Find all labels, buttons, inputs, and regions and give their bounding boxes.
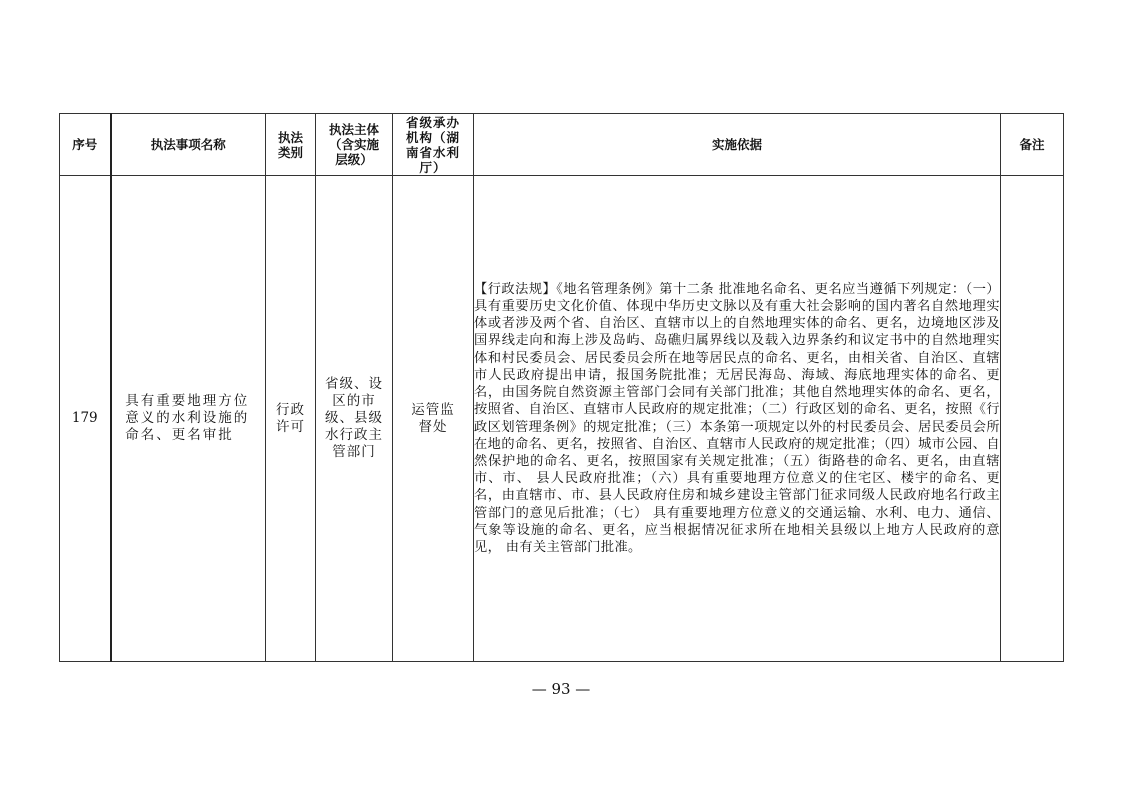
header-name: 执法事项名称 — [111, 114, 266, 176]
cell-name: 具有重要地理方位意义的水利设施的命名、更名审批 — [111, 176, 266, 662]
header-org: 省级承办机构（湖南省水利厅） — [393, 114, 474, 176]
header-remark: 备注 — [1001, 114, 1064, 176]
cell-seq: 179 — [60, 176, 111, 662]
cell-basis: 【行政法规】《地名管理条例》第十二条 批准地名命名、更名应当遵循下列规定：（一）具有重要历史文化价值、体现中华历史文脉以及有重大社会影响的国内著名自然地理实体或者涉及两个省、自治区、直辖市以上的自然地理实体的命名、更名，边境地区涉及国界线走向和海上涉及岛屿、岛礁归属界线以及载入边界条约和议定书中的自然地理实体和村民委员会、居民委员会所在地等居民点的命名、更名，由相关省、自治区、直辖市人民政府提出申请，报国务院批准；无居民海岛、海域、海底地理实体的命名、更名，由国务院自然资源主管部门会同有关部门批准；其他自然地理实体的命名、更名，按照省、自治区、直辖市人民政府的规定批准；（二）行政区划的命名、更名，按照《行政区划管理条例》的规定批准；（三）本条第一项规定以外的村民委员会、居民委员会所在地的命名、更名，按照省、自治区、直辖市人民政府的规定批准；（四）城市公园、自然保护地的命名、更名，按照国家有关规定批准；（五）街路巷的命名、更名，由直辖市、市、 县人民政府批准；（六）具有重要地理方位意义的住宅区、楼宇的命名、更名，由直辖市、市、县人民政府住房和城乡建设主管部门征求同级人民政府地名行政主管部门的意见后批准；（七） 具有重要地理方位意义的交通运输、水利、电力、通信、气象等设施的命名、更名，应当根据情况征求所在地相关县级以上地方人民政府的意见， 由有关主管部门批准。 — [474, 176, 1001, 662]
header-subject: 执法主体（含实施层级） — [316, 114, 393, 176]
table-row — [60, 176, 1064, 662]
page-number: — 93 — — [531, 680, 591, 698]
cell-subject: 省级、设区的市级、县级水行政主管部门 — [316, 176, 393, 662]
cell-remark — [1001, 176, 1064, 662]
table-header-row — [60, 114, 1064, 176]
cell-category: 行政许可 — [266, 176, 316, 662]
header-seq: 序号 — [60, 114, 111, 176]
cell-org: 运管监督处 — [393, 176, 474, 662]
header-basis: 实施依据 — [474, 114, 1001, 176]
header-category: 执法类别 — [266, 114, 316, 176]
law-enforcement-table — [59, 113, 1064, 662]
